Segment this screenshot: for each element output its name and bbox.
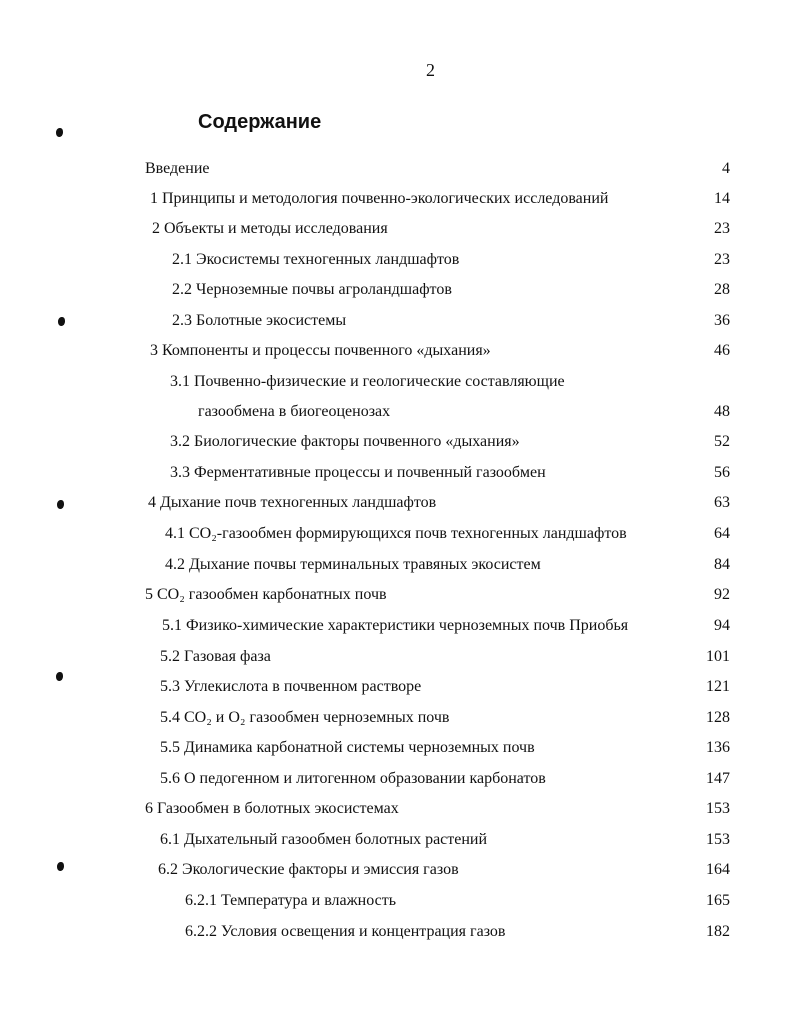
scan-mark xyxy=(57,862,64,871)
toc-entry-title: 6.2 Экологические факторы и эмиссия газов xyxy=(158,861,459,878)
toc-entry-title: 3.1 Почвенно-физические и геологические составляющие xyxy=(170,373,565,390)
toc-entry-title: 4.1 CO₂-газообмен формирующихся почв техногенных ландшафтов xyxy=(165,525,627,542)
toc-entry-page: 46 xyxy=(714,342,730,359)
toc-entry-title: 3.3 Ферментативные процессы и почвенный газообмен xyxy=(170,464,546,481)
toc-entry-page: 28 xyxy=(714,281,730,298)
toc-entry-title: 6.1 Дыхательный газообмен болотных растений xyxy=(160,831,488,848)
toc-entry-title: 6.2.1 Температура и влажность xyxy=(185,892,397,909)
toc-entry-title: 4.2 Дыхание почвы терминальных травяных экосистем xyxy=(165,556,541,573)
toc-entry-page: 56 xyxy=(714,464,730,481)
toc-entry-title: 6 Газообмен в болотных экосистемах xyxy=(145,800,399,817)
scan-mark xyxy=(56,672,63,681)
toc-entry-page: 14 xyxy=(714,190,730,207)
toc-entry-page: 136 xyxy=(706,739,730,756)
toc-entry-page: 4 xyxy=(722,160,730,177)
toc-entry-title: 2 Объекты и методы исследования xyxy=(152,220,388,237)
toc-entry-title: 2.2 Черноземные почвы агроландшафтов xyxy=(172,281,452,298)
toc-entry-title: 2.1 Экосистемы техногенных ландшафтов xyxy=(172,251,460,268)
toc-entry-page: 52 xyxy=(714,433,730,450)
toc-entry-page: 153 xyxy=(706,831,730,848)
scan-mark xyxy=(56,128,63,137)
toc-entry-page: 182 xyxy=(706,923,730,940)
scan-mark xyxy=(58,317,65,326)
toc-entry-page: 147 xyxy=(706,770,730,787)
toc-entry-page: 84 xyxy=(714,556,730,573)
toc-entry-page: 63 xyxy=(714,494,730,511)
toc-entry-page: 36 xyxy=(714,312,730,329)
toc-entry-title: 5.5 Динамика карбонатной системы черноземных почв xyxy=(160,739,535,756)
toc-entry-title: 3.2 Биологические факторы почвенного «дыхания» xyxy=(170,433,520,450)
toc-entry-title: 2.3 Болотные экосистемы xyxy=(172,312,347,329)
toc-entry-page: 121 xyxy=(706,678,730,695)
toc-entry-title: 6.2.2 Условия освещения и концентрация газов xyxy=(185,923,506,940)
toc-entry-title: Введение xyxy=(145,160,210,177)
toc-entry-title: 4 Дыхание почв техногенных ландшафтов xyxy=(148,494,437,511)
toc-entry-title: 5.2 Газовая фаза xyxy=(160,648,271,665)
toc-entry-page: 23 xyxy=(714,251,730,268)
page-title: Содержание xyxy=(198,111,322,133)
toc-entry-page: 23 xyxy=(714,220,730,237)
toc-entry-page: 64 xyxy=(714,525,730,542)
scan-mark xyxy=(57,500,64,509)
toc-entry-page: 92 xyxy=(714,586,730,603)
page-number: 2 xyxy=(426,60,435,80)
toc-entry-title: 1 Принципы и методология почвенно-экологических исследований xyxy=(150,190,609,207)
toc-entry-title: 5.4 CO₂ и O₂ газообмен черноземных почв xyxy=(160,709,450,726)
toc-entry-page: 48 xyxy=(714,403,730,420)
toc-entry-page: 94 xyxy=(714,617,730,634)
toc-entry-title: 3 Компоненты и процессы почвенного «дыхания» xyxy=(150,342,491,359)
toc-entry-title: 5.6 О педогенном и литогенном образовании карбонатов xyxy=(160,770,546,787)
toc-entry-page: 165 xyxy=(706,892,730,909)
toc-entry-page: 153 xyxy=(706,800,730,817)
toc-entry-page: 164 xyxy=(706,861,730,878)
toc-entry-title: газообмена в биогеоценозах xyxy=(198,403,391,420)
toc-entry-page: 128 xyxy=(706,709,730,726)
toc-entry-title: 5.1 Физико-химические характеристики черноземных почв Приобья xyxy=(162,617,629,634)
toc-entry-page: 101 xyxy=(706,648,730,665)
toc-entry-title: 5 CO₂ газообмен карбонатных почв xyxy=(145,586,387,603)
toc-entry-title: 5.3 Углекислота в почвенном растворе xyxy=(160,678,422,695)
